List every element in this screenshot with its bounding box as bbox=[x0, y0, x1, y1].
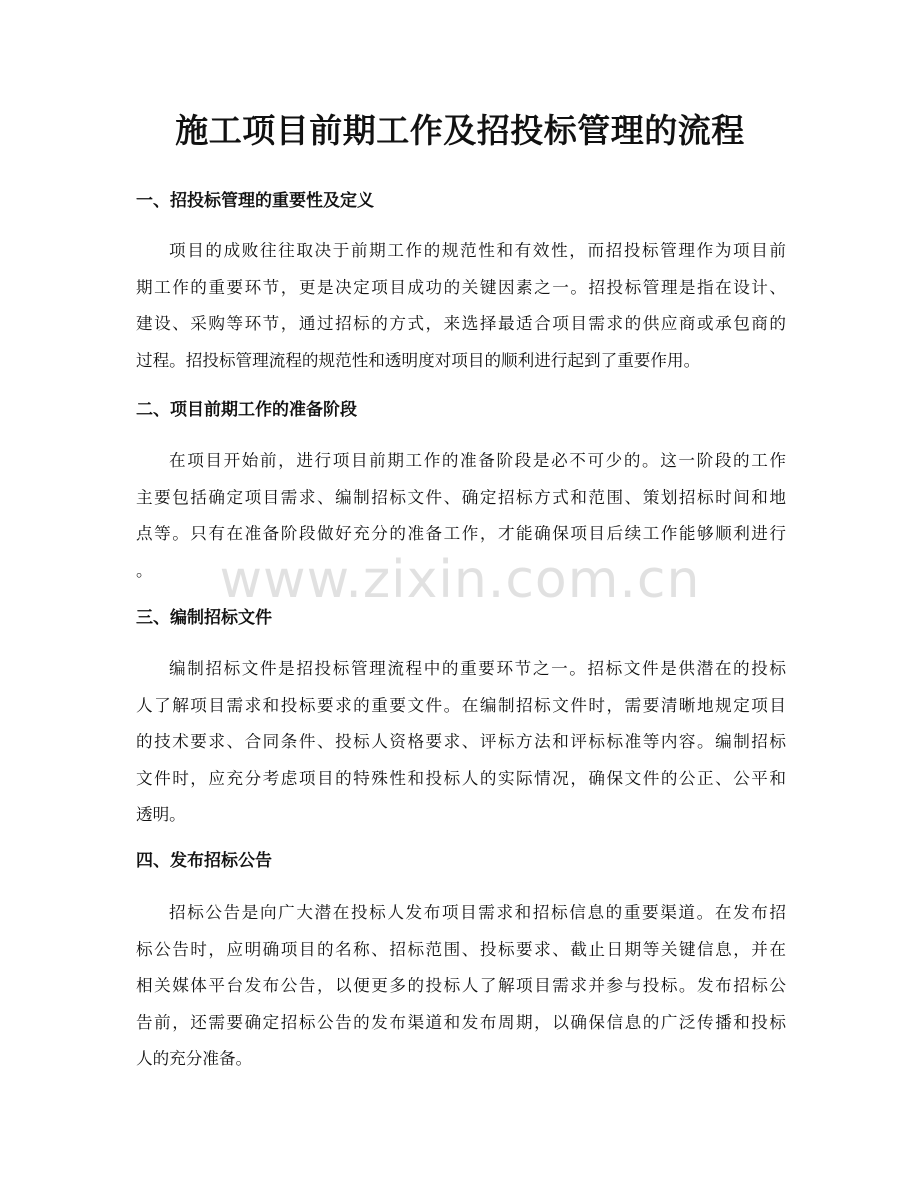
paragraph-line: 过程。招投标管理流程的规范性和透明度对项目的顺利进行起到了重要作用。 bbox=[136, 350, 701, 370]
document-title: 施工项目前期工作及招投标管理的流程 bbox=[175, 111, 745, 150]
paragraph-line: 点等。只有在准备阶段做好充分的准备工作，才能确保项目后续工作能够顺利进行 bbox=[136, 524, 786, 543]
paragraph-line: 期工作的重要环节，更是决定项目成功的关键因素之一。招投标管理是指在设计、 bbox=[136, 277, 786, 297]
section-body-3 bbox=[136, 651, 786, 834]
paragraph-line: 人了解项目需求和投标要求的重要文件。在编制招标文件时，需要清晰地规定项目 bbox=[136, 695, 786, 715]
paragraph-line: 标公告时，应明确项目的名称、招标范围、投标要求、截止日期等关键信息，并在 bbox=[136, 939, 786, 959]
section-body-1 bbox=[136, 233, 786, 379]
watermark: www.zixin.com.cn bbox=[219, 550, 701, 610]
section-heading-2: 二、项目前期工作的准备阶段 bbox=[136, 400, 357, 420]
section-body-2 bbox=[136, 443, 786, 589]
paragraph-line: 招标公告是向广大潜在投标人发布项目需求和招标信息的重要渠道。在发布招 bbox=[169, 903, 786, 922]
paragraph-line: 在项目开始前，进行项目前期工作的准备阶段是必不可少的。这一阶段的工作 bbox=[169, 451, 786, 470]
paragraph-line: 。 bbox=[136, 560, 153, 580]
paragraph-line: 文件时，应充分考虑项目的特殊性和投标人的实际情况，确保文件的公正、公平和 bbox=[136, 768, 786, 788]
section-heading-3: 三、编制招标文件 bbox=[136, 608, 272, 628]
section-heading-1: 一、招投标管理的重要性及定义 bbox=[136, 191, 374, 211]
section-heading-4: 四、发布招标公告 bbox=[136, 851, 272, 871]
paragraph-line: 主要包括确定项目需求、编制招标文件、确定招标方式和范围、策划招标时间和地 bbox=[136, 487, 786, 507]
paragraph-line: 相关媒体平台发布公告，以便更多的投标人了解项目需求并参与投标。发布招标公 bbox=[136, 976, 786, 995]
section-body-4 bbox=[136, 895, 786, 1078]
paragraph-line: 的技术要求、合同条件、投标人资格要求、评标方法和评标标准等内容。编制招标 bbox=[136, 732, 786, 751]
paragraph-line: 告前，还需要确定招标公告的发布渠道和发布周期，以确保信息的广泛传播和投标 bbox=[136, 1012, 786, 1032]
paragraph-line: 项目的成败往往取决于前期工作的规范性和有效性，而招投标管理作为项目前 bbox=[169, 241, 786, 260]
paragraph-line: 建设、采购等环节，通过招标的方式，来选择最适合项目需求的供应商或承包商的 bbox=[136, 314, 786, 333]
paragraph-line: 人的充分准备。 bbox=[136, 1049, 253, 1068]
paragraph-line: 透明。 bbox=[136, 805, 186, 824]
paragraph-line: 编制招标文件是招投标管理流程中的重要环节之一。招标文件是供潜在的投标 bbox=[169, 659, 786, 678]
